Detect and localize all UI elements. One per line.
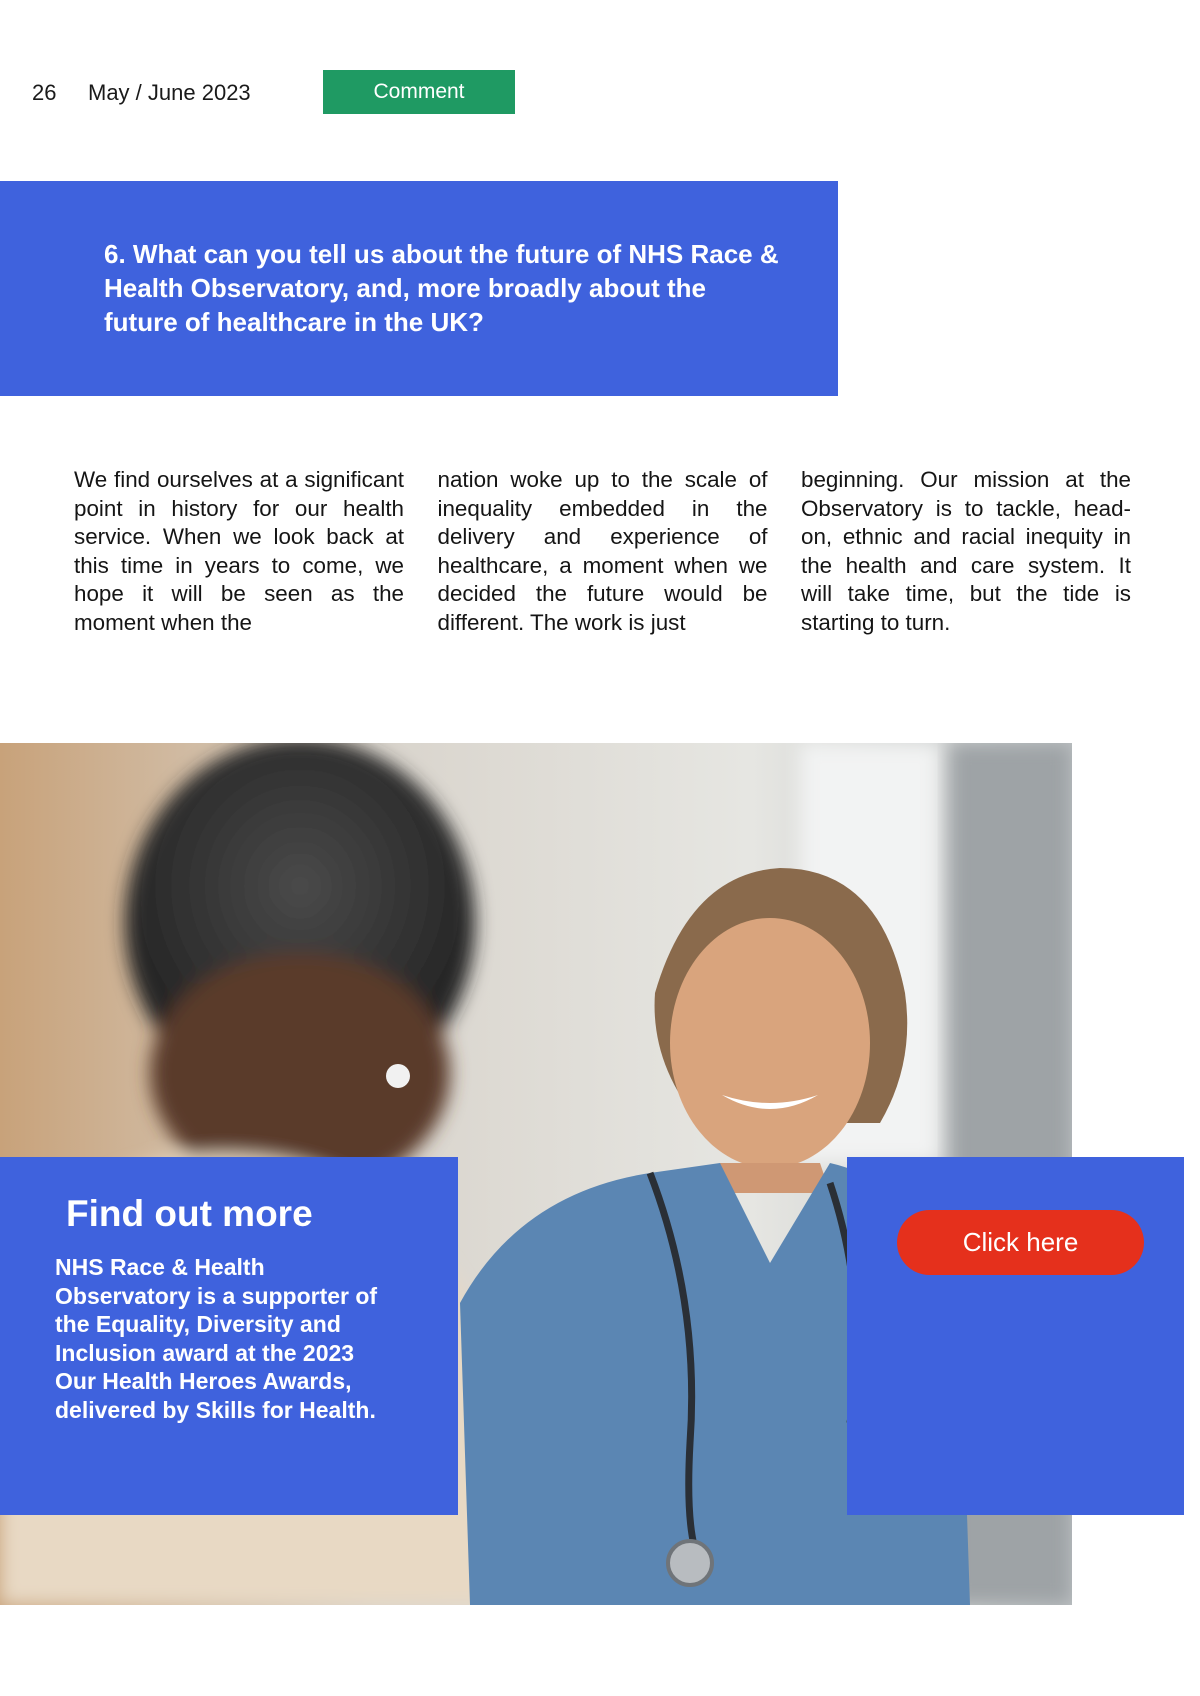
article-column-3: beginning. Our mission at the Observatory is to tackle, head-on, ethnic and racial inequity in the health and care system. It will take time, but the tide is starting to turn. [801,467,1131,635]
page-header [0,66,1200,116]
article-column-2: nation woke up to the scale of inequality embedded in the delivery and experience of healthcare, a moment when we decided the future would be different. The work is just [437,467,768,635]
find-out-more-text: NHS Race & Health Observatory is a supporter of the Equality, Diversity and Inclusion award at the 2023 Our Health Heroes Awards, delivered by Skills for Health. [55,1254,378,1423]
click-here-button[interactable]: Click here [897,1210,1144,1275]
question-box [0,181,838,396]
find-out-more-panel [0,1157,458,1515]
question-heading: 6. What can you tell us about the future of NHS Race & Health Observatory, and, more broadly about the future of healthcare in the UK? [104,239,779,337]
issue-date: May / June 2023 [88,80,251,105]
article-body [74,466,1131,637]
section-tag: Comment [323,70,515,114]
page-number: 26 [32,80,57,105]
article-column-1: We find ourselves at a significant point in history for our health service. When we look back at this time in years to come, we hope it will be seen as the moment when the [74,467,404,635]
find-out-more-title: Find out more [66,1193,313,1234]
